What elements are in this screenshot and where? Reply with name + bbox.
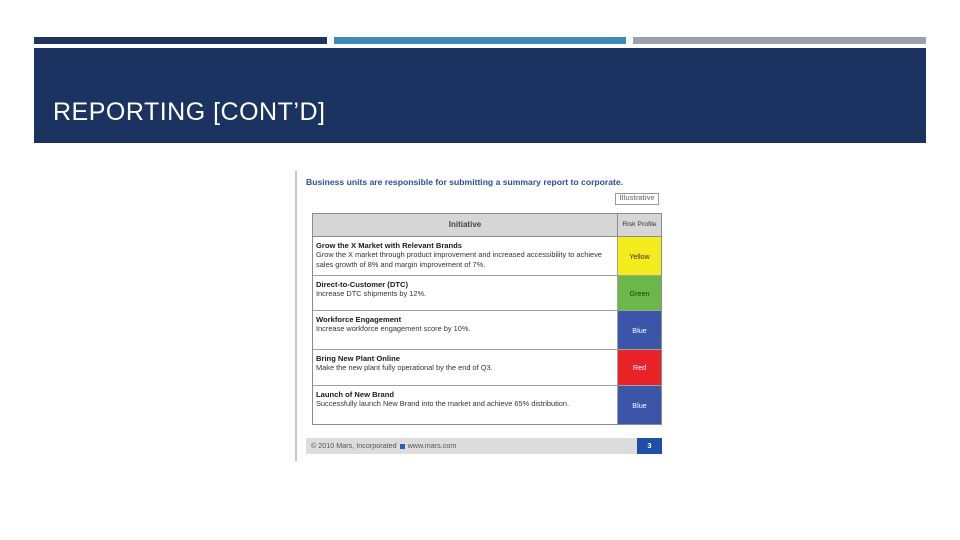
table-row xyxy=(313,237,661,276)
slide-heading: Business units are responsible for submitting a summary report to corporate. xyxy=(306,177,624,187)
initiative-cell xyxy=(313,386,618,424)
initiative-description: Increase workforce engagement score by 10%. xyxy=(316,324,471,333)
table-header xyxy=(313,214,661,237)
initiative-title: Workforce Engagement xyxy=(316,315,402,324)
initiative-description: Successfully launch New Brand into the market and achieve 65% distribution. xyxy=(316,399,570,408)
initiative-title: Direct-to-Customer (DTC) xyxy=(316,280,408,289)
initiative-cell xyxy=(313,350,618,385)
accent-bar-blue xyxy=(334,37,626,44)
initiative-description: Grow the X market through product improvement and increased accessibility to achieve sales growth of 8% and margin improvement of 7%. xyxy=(316,250,602,269)
illustrative-badge: Illustrative xyxy=(615,193,659,205)
initiative-title: Grow the X Market with Relevant Brands xyxy=(316,241,463,250)
table-row xyxy=(313,350,661,386)
initiative-description: Make the new plant fully operational by the end of Q3. xyxy=(316,363,493,372)
table-row xyxy=(313,276,661,311)
accent-bar-gray xyxy=(633,37,926,44)
initiative-cell xyxy=(313,237,618,275)
risk-cell: Blue xyxy=(618,386,661,424)
risk-cell: Blue xyxy=(618,311,661,349)
page-number: 3 xyxy=(637,438,662,454)
initiative-cell xyxy=(313,276,618,310)
title-banner xyxy=(34,48,926,143)
initiative-cell xyxy=(313,311,618,349)
risk-table xyxy=(312,213,662,425)
copyright-text: © 2010 Mars, Incorporated xyxy=(311,441,397,450)
slide-footer xyxy=(306,438,662,454)
risk-cell: Yellow xyxy=(618,237,661,275)
initiative-title: Bring New Plant Online xyxy=(316,354,400,363)
square-bullet-icon xyxy=(400,444,405,449)
initiative-title: Launch of New Brand xyxy=(316,390,395,399)
footer-text xyxy=(311,441,456,450)
column-header-risk-profile: Risk Profile xyxy=(622,221,657,228)
table-row xyxy=(313,386,661,424)
risk-cell: Red xyxy=(618,350,661,385)
risk-cell: Green xyxy=(618,276,661,310)
accent-bar-navy xyxy=(34,37,327,44)
website-text: www.mars.com xyxy=(407,441,457,450)
column-header-initiative: Initiative xyxy=(313,214,618,236)
initiative-description: Increase DTC shipments by 12%. xyxy=(316,289,427,298)
page-title: REPORTING [CONT’D] xyxy=(53,98,326,126)
embedded-slide-image xyxy=(295,171,665,461)
table-row xyxy=(313,311,661,350)
